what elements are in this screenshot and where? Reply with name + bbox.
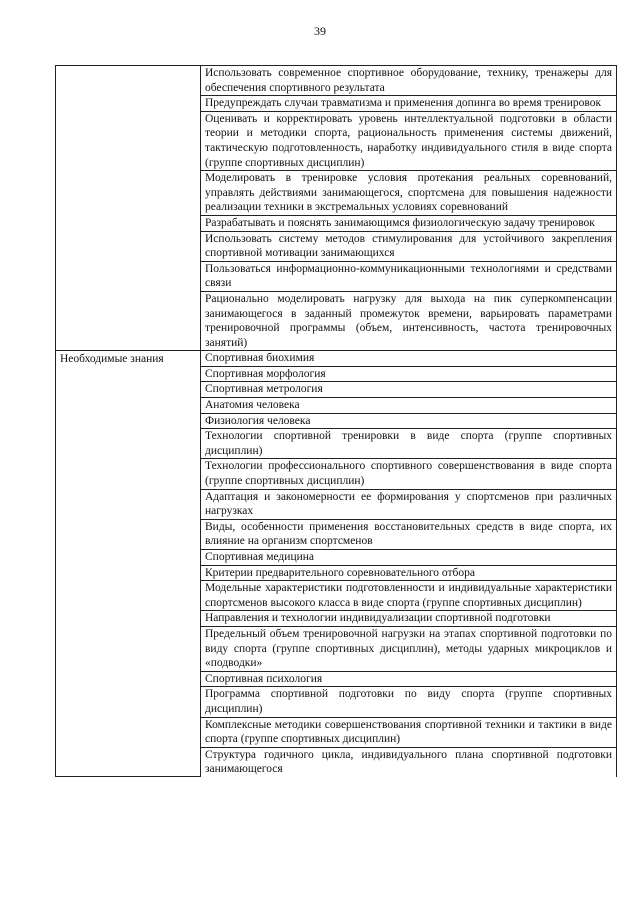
skills-item: Разрабатывать и пояснять занимающимся физиологическую задачу тренировок <box>201 215 617 231</box>
page-number: 39 <box>314 24 326 38</box>
skills-row <box>56 66 617 96</box>
skills-item: Использовать систему методов стимулирования для устойчивого закрепления спортивной мотивации занимающихся <box>201 231 617 261</box>
skills-item: Предупреждать случаи травматизма и применения допинга во время тренировок <box>201 96 617 112</box>
skills-item: Пользоваться информационно-коммуникационными технологиями и средствами связи <box>201 261 617 291</box>
skills-item: Рационально моделировать нагрузку для выхода на пик суперкомпенсации занимающегося в заданный промежуток времени, варьировать параметрами тренировочной программы (объем, интенсивность, частота тренировочных занятий) <box>201 291 617 350</box>
knowledge-item: Виды, особенности применения восстановительных средств в виде спорта, их влияние на организм спортсменов <box>201 519 617 549</box>
knowledge-item: Структура годичного цикла, индивидуального плана спортивной подготовки занимающегося <box>201 747 617 777</box>
knowledge-item: Комплексные методики совершенствования спортивной техники и тактики в виде спорта (группе спортивных дисциплин) <box>201 717 617 747</box>
knowledge-item: Спортивная метрология <box>201 382 617 398</box>
knowledge-item: Программа спортивной подготовки по виду спорта (группе спортивных дисциплин) <box>201 687 617 717</box>
requirements-table <box>55 65 617 777</box>
skills-label <box>56 66 201 351</box>
knowledge-item: Спортивная психология <box>201 671 617 687</box>
knowledge-item: Спортивная медицина <box>201 550 617 566</box>
knowledge-item: Предельный объем тренировочной нагрузки на этапах спортивной подготовки по виду спорта (группе спортивных дисциплин), методы ударных микроциклов и «подводки» <box>201 626 617 671</box>
knowledge-item: Технологии профессионального спортивного совершенствования в виде спорта (группе спортивных дисциплин) <box>201 459 617 489</box>
skills-item: Оценивать и корректировать уровень интеллектуальной подготовки в области теории и методики спорта, рациональность применения системы движений, тактическую подготовленность, наработку индивидуального стиля в виде спорта (группе спортивных дисциплин) <box>201 111 617 170</box>
knowledge-item: Модельные характеристики подготовленности и индивидуальные характеристики спортсменов высокого класса в виде спорта (группе спортивных дисциплин) <box>201 581 617 611</box>
knowledge-item: Критерии предварительного соревновательного отбора <box>201 565 617 581</box>
knowledge-item: Спортивная биохимия <box>201 351 617 367</box>
knowledge-item: Спортивная морфология <box>201 366 617 382</box>
skills-item: Моделировать в тренировке условия протекания реальных соревнований, управлять действиями занимающегося, спортсмена для повышения надежности реализации техники в экстремальных условиях соревнований <box>201 171 617 216</box>
knowledge-item: Физиология человека <box>201 413 617 429</box>
knowledge-item: Направления и технологии индивидуализации спортивной подготовки <box>201 611 617 627</box>
knowledge-row <box>56 351 617 367</box>
knowledge-item: Адаптация и закономерности ее формирования у спортсменов при различных нагрузках <box>201 489 617 519</box>
knowledge-label: Необходимые знания <box>56 351 201 777</box>
knowledge-item: Анатомия человека <box>201 398 617 414</box>
knowledge-item: Технологии спортивной тренировки в виде спорта (группе спортивных дисциплин) <box>201 429 617 459</box>
skills-item: Использовать современное спортивное оборудование, технику, тренажеры для обеспечения спортивного результата <box>201 66 617 96</box>
